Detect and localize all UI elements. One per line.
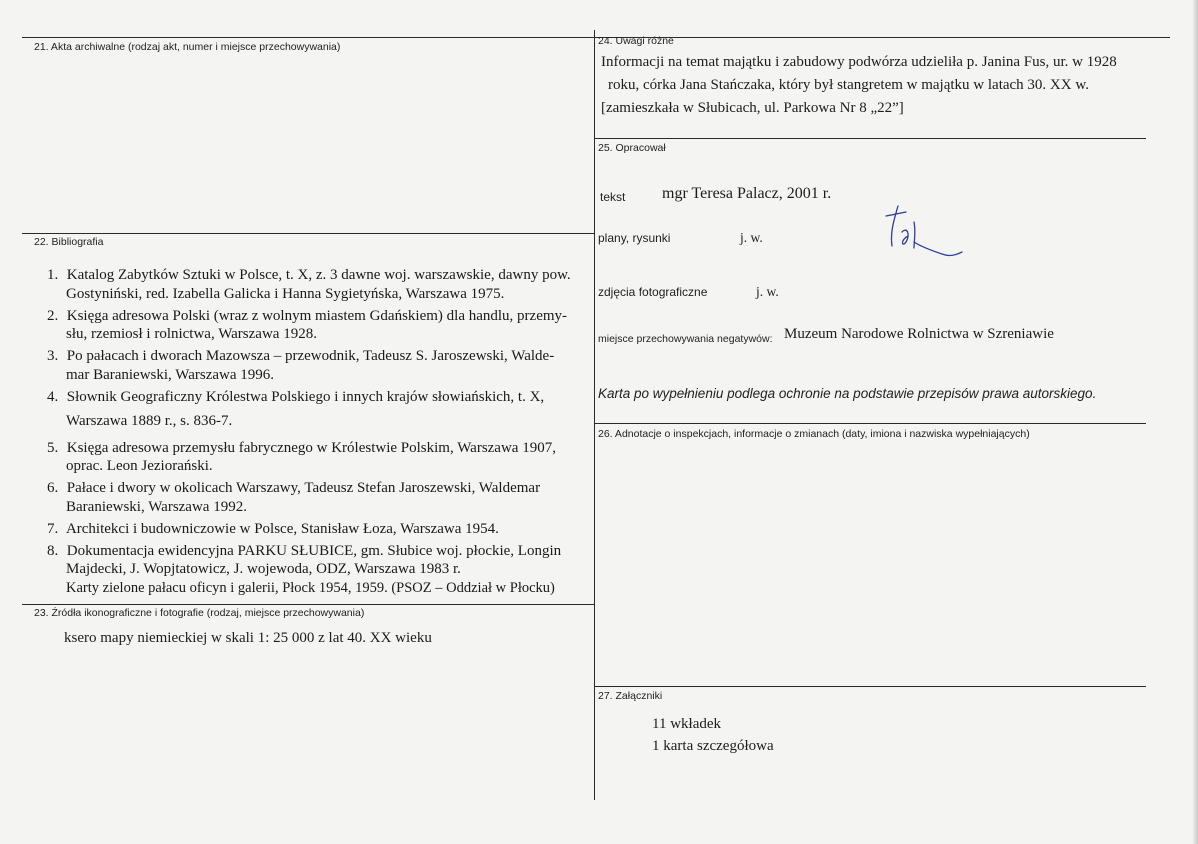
bibliography-item-number: 5.	[47, 439, 59, 456]
bibliography-item-number: 2.	[47, 307, 59, 324]
bibliography-item-text: Katalog Zabytków Sztuki w Polsce, t. X, z. 3 dawne woj. warszawskie, dawny pow.	[66, 267, 571, 283]
bibliography-item-text: słu, rzemiosł i rolnictwa, Warszawa 1928.	[66, 326, 317, 342]
rule-s25-top	[594, 138, 1146, 139]
copyright-note: Karta po wypełnieniu podlega ochronie na podstawie przepisów prawa autorskiego.	[598, 386, 1097, 401]
rule-s26-top	[594, 423, 1146, 424]
s23-label: 23. Źródła ikonograficzne i fotografie (rodzaj, miejsce przechowywania)	[34, 607, 365, 619]
attachment-line: 11 wkładek	[652, 716, 722, 732]
rule-s27-top	[594, 686, 1146, 687]
bibliography-item-text: Karty zielone pałacu oficyn i galerii, Płock 1954, 1959. (PSOZ – Oddział w Płocku)	[66, 579, 555, 596]
zdjecia-label: zdjęcia fotograficzne	[598, 285, 708, 299]
bibliography-item	[35, 266, 595, 303]
negatywy-value: Muzeum Narodowe Rolnictwa w Szreniawie	[784, 326, 1054, 342]
plany-label: plany, rysunki	[598, 231, 671, 245]
scan-edge-shadow	[1192, 0, 1198, 844]
bibliography-item	[35, 388, 595, 431]
bibliography-item-text: oprac. Leon Jeziorański.	[66, 458, 213, 474]
attachment-line: 1 karta szczegółowa	[652, 738, 774, 754]
s23-text: ksero mapy niemieckiej w skali 1: 25 000 z lat 40. XX wieku	[64, 630, 432, 646]
s24-label: 24. Uwagi różne	[598, 35, 674, 47]
bibliography-item-text: mar Baraniewski, Warszawa 1996.	[66, 366, 275, 383]
s24-line: [zamieszkała w Słubicach, ul. Parkowa Nr 8 „22”]	[601, 100, 904, 116]
s26-label: 26. Adnotacje o inspekcjach, informacje o zmianach (daty, imiona i nazwiska wypełniających)	[598, 428, 1030, 440]
bibliography-item-text: Baraniewski, Warszawa 1992.	[66, 498, 247, 515]
bibliography-item-text: Po pałacach i dworach Mazowsza – przewodnik, Tadeusz S. Jaroszewski, Walde-	[66, 348, 555, 364]
s24-line: roku, córka Jana Stańczaka, który był stangretem w majątku w latach 30. XX w.	[608, 77, 1089, 93]
bibliography-item-text: Gostyniński, red. Izabella Galicka i Hanna Sygietyńska, Warszawa 1975.	[66, 285, 505, 302]
bibliography-item-text: Warszawa 1889 r., s. 836-7.	[66, 413, 233, 429]
tekst-value: mgr Teresa Palacz, 2001 r.	[662, 185, 832, 202]
bibliography-item	[35, 307, 595, 344]
signature-mark	[880, 202, 970, 267]
rule-s22-top	[22, 233, 594, 234]
bibliography-item-text: Pałace i dwory w okolicach Warszawy, Tadeusz Stefan Jaroszewski, Waldemar	[66, 480, 541, 496]
bibliography-item-text: Księga adresowa Polski (wraz z wolnym miastem Gdańskiem) dla handlu, przemy-	[66, 307, 568, 324]
s25-label: 25. Opracował	[598, 142, 666, 154]
s22-label: 22. Bibliografia	[34, 236, 104, 248]
zdjecia-value: j. w.	[756, 284, 779, 299]
bibliography-item-number: 1.	[47, 267, 59, 283]
s27-label: 27. Załączniki	[598, 690, 663, 702]
bibliography-item-text: Księga adresowa przemysłu fabrycznego w Królestwie Polskim, Warszawa 1907,	[66, 439, 556, 456]
bibliography-item	[35, 439, 595, 476]
s24-line: Informacji na temat majątku i zabudowy podwórza udzieliła p. Janina Fus, ur. w 1928	[601, 54, 1117, 70]
bibliography-item-text: Dokumentacja ewidencyjna PARKU SŁUBICE, gm. Słubice woj. płockie, Longin	[66, 542, 562, 559]
s21-label: 21. Akta archiwalne (rodzaj akt, numer i miejsce przechowywania)	[34, 41, 341, 53]
bibliography-item-text: Architekci i budowniczowie w Polsce, Stanisław Łoza, Warszawa 1954.	[65, 520, 499, 537]
bibliography-list	[35, 266, 595, 601]
bibliography-item	[35, 479, 595, 516]
bibliography-item-number: 7.	[47, 520, 59, 537]
bibliography-item	[35, 542, 595, 598]
tekst-label: tekst	[600, 190, 626, 204]
plany-value: j. w.	[740, 230, 763, 245]
rule-s23-top	[22, 604, 594, 605]
bibliography-item-number: 6.	[47, 480, 59, 496]
bibliography-item	[35, 520, 595, 539]
bibliography-item-number: 3.	[47, 348, 59, 364]
negatywy-label: miejsce przechowywania negatywów:	[598, 333, 773, 345]
bibliography-item-number: 8.	[47, 542, 59, 559]
bibliography-item-number: 4.	[47, 388, 59, 405]
rule-top	[22, 37, 1170, 38]
bibliography-item	[35, 347, 595, 384]
bibliography-item-text: Majdecki, J. Wopjtatowicz, J. wojewoda, ODZ, Warszawa 1983 r.	[66, 561, 461, 577]
bibliography-item-text: Słownik Geograficzny Królestwa Polskiego i innych krajów słowiańskich, t. X,	[66, 388, 545, 405]
